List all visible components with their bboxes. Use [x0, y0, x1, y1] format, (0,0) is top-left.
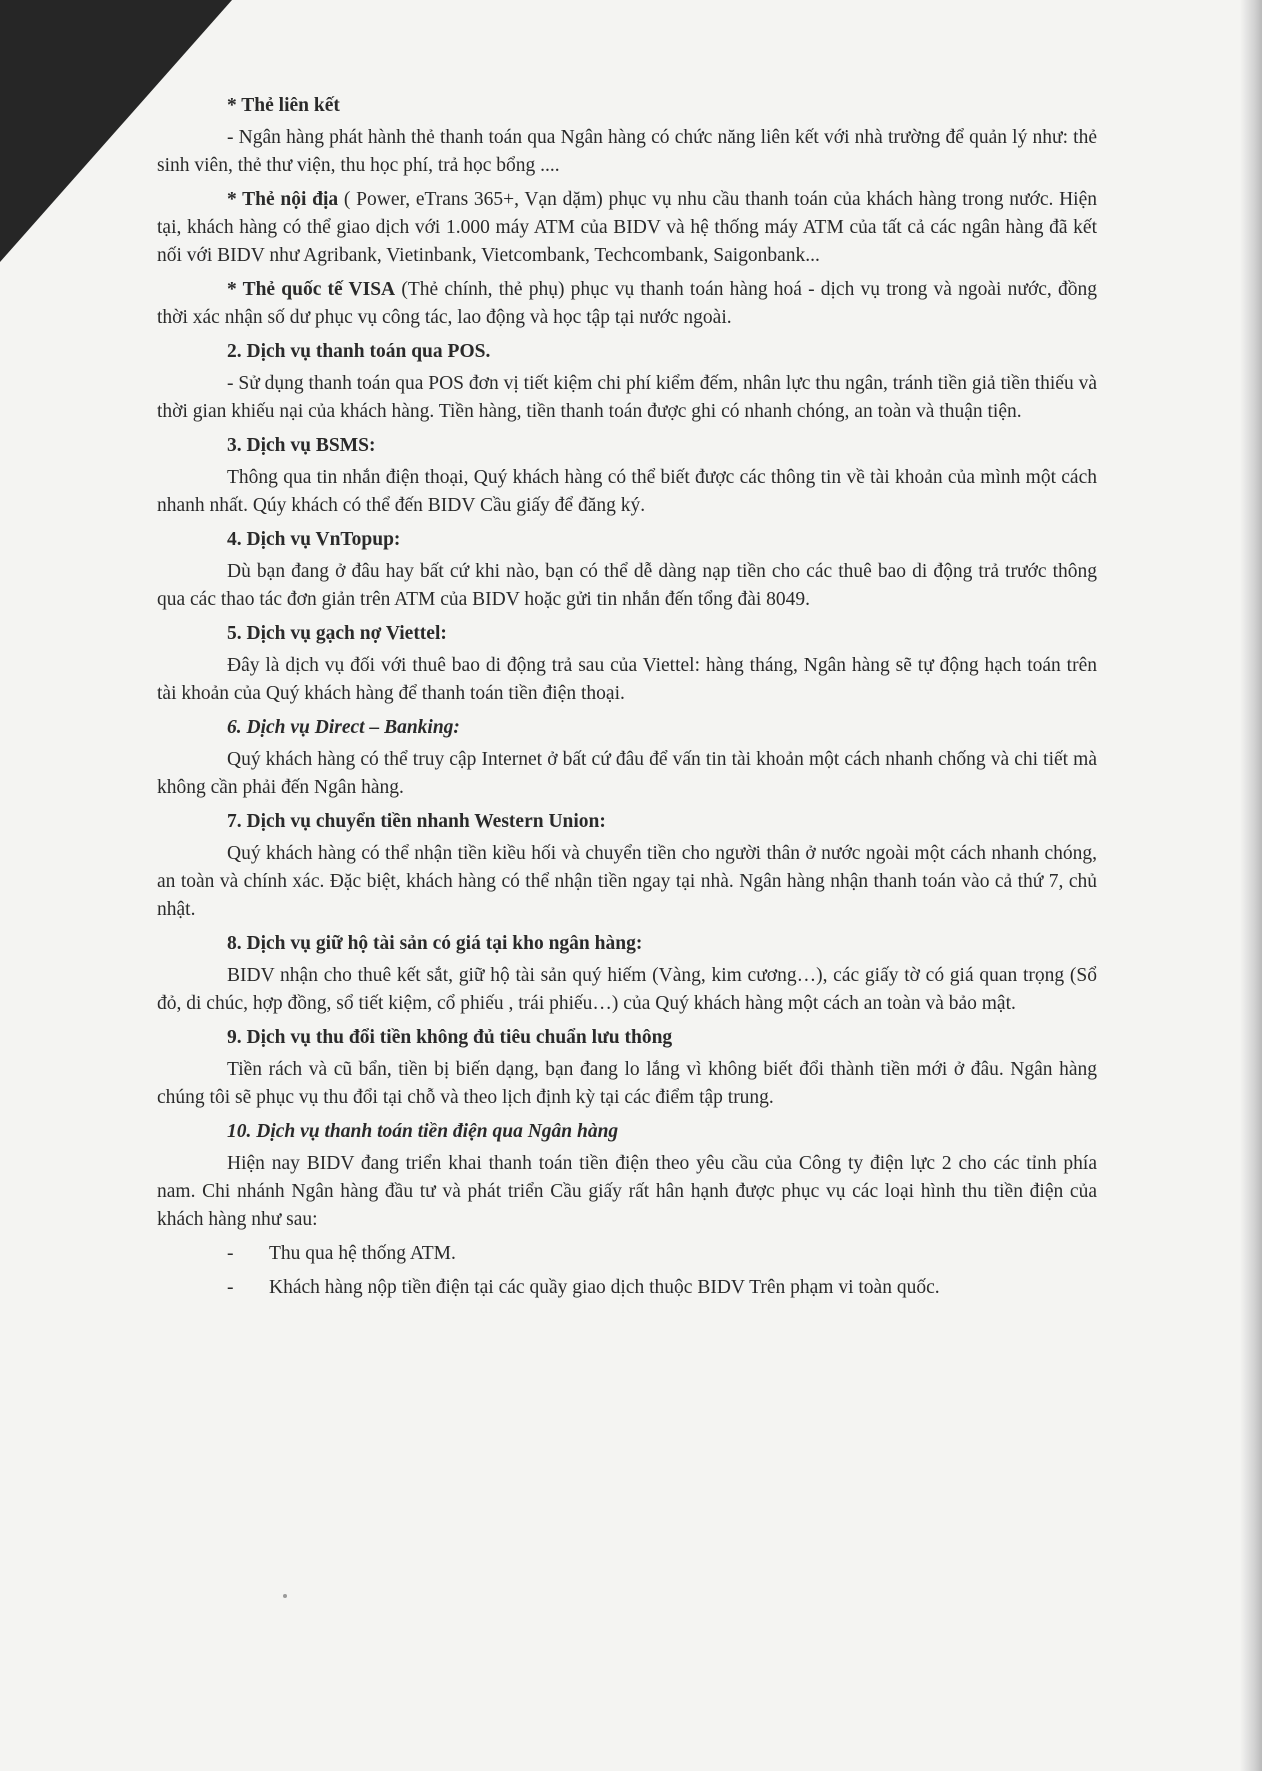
- section-paragraph: Thông qua tin nhắn điện thoại, Quý khách hàng có thể biết được các thông tin về tài khoản của mình một cách nhanh nhất. Qúy khách có thể đến BIDV Cầu giấy để đăng ký.: [157, 467, 1097, 516]
- section-heading: 5. Dịch vụ gạch nợ Viettel:: [227, 623, 447, 644]
- scan-speck: [283, 1594, 287, 1598]
- section-paragraph: Quý khách hàng có thể nhận tiền kiều hối và chuyển tiền cho người thân ở nước ngoài một cách nhanh chóng, an toàn và chính xác. Đặc biệt, khách hàng có thể nhận tiền ngay tại nhà. Ngân hàng nhận thanh toán vào cả thứ 7, chủ nhật.: [157, 843, 1097, 920]
- the-lien-ket-paragraph: - Ngân hàng phát hành thẻ thanh toán qua Ngân hàng có chức năng liên kết với nhà trường để quản lý như: thẻ sinh viên, thẻ thư viện, thu học phí, trả học bổng ....: [157, 127, 1097, 176]
- the-noi-dia-paragraph: [157, 186, 1097, 270]
- section-heading: 3. Dịch vụ BSMS:: [227, 435, 376, 456]
- list-item: [157, 1240, 1097, 1268]
- section-paragraph: Tiền rách và cũ bẩn, tiền bị biến dạng, bạn đang lo lắng vì không biết đổi thành tiền mới ở đâu. Ngân hàng chúng tôi sẽ phục vụ thu đổi tại chỗ và theo lịch định kỳ tại các điểm tập trung.: [157, 1059, 1097, 1108]
- the-quoc-te-text: (Thẻ chính, thẻ phụ) phục vụ thanh toán hàng hoá - dịch vụ trong và ngoài nước, đồng thời xác nhận số dư phục vụ công tác, lao động và học tập tại nước ngoài.: [157, 279, 1097, 328]
- section-paragraph: Dù bạn đang ở đâu hay bất cứ khi nào, bạn có thể dễ dàng nạp tiền cho các thuê bao di động trả trước thông qua các thao tác đơn giản trên ATM của BIDV hoặc gửi tin nhắn đến tổng đài 8049.: [157, 561, 1097, 610]
- the-quoc-te-paragraph: [157, 276, 1097, 332]
- the-quoc-te-label: * Thẻ quốc tế VISA: [227, 279, 396, 300]
- document-body: [157, 88, 1097, 1308]
- section-heading: 2. Dịch vụ thanh toán qua POS.: [227, 341, 491, 362]
- the-lien-ket-heading: * Thẻ liên kết: [227, 95, 340, 116]
- bullet-dash: -: [227, 1243, 234, 1264]
- list-item-text: Khách hàng nộp tiền điện tại các quầy giao dịch thuộc BIDV Trên phạm vi toàn quốc.: [269, 1277, 940, 1298]
- bullet-list: [157, 1240, 1097, 1302]
- section-heading: 9. Dịch vụ thu đổi tiền không đủ tiêu chuẩn lưu thông: [227, 1027, 673, 1048]
- section-heading: 10. Dịch vụ thanh toán tiền điện qua Ngân hàng: [227, 1121, 619, 1142]
- section-heading: 8. Dịch vụ giữ hộ tài sản có giá tại kho ngân hàng:: [227, 933, 643, 954]
- list-item-text: Thu qua hệ thống ATM.: [269, 1243, 456, 1264]
- bullet-dash: -: [227, 1277, 234, 1298]
- section-heading: 6. Dịch vụ Direct – Banking:: [227, 717, 460, 738]
- section-paragraph: Hiện nay BIDV đang triển khai thanh toán tiền điện theo yêu cầu của Công ty điện lực 2 cho các tỉnh phía nam. Chi nhánh Ngân hàng đầu tư và phát triển Cầu giấy rất hân hạnh được phục vụ các loại hình thu tiền điện của khách hàng như sau:: [157, 1153, 1097, 1230]
- section-heading: 4. Dịch vụ VnTopup:: [227, 529, 401, 550]
- scan-page-edge: [1240, 0, 1262, 1771]
- section-paragraph: Đây là dịch vụ đối với thuê bao di động trả sau của Viettel: hàng tháng, Ngân hàng sẽ tự động hạch toán trên tài khoản của Quý khách hàng để thanh toán tiền điện thoại.: [157, 655, 1097, 704]
- section-heading: 7. Dịch vụ chuyển tiền nhanh Western Union:: [227, 811, 606, 832]
- section-paragraph: BIDV nhận cho thuê kết sắt, giữ hộ tài sản quý hiếm (Vàng, kim cương…), các giấy tờ có giá quan trọng (Sổ đỏ, di chúc, hợp đồng, sổ tiết kiệm, cổ phiếu , trái phiếu…) của Quý khách hàng một cách an toàn và bảo mật.: [157, 965, 1097, 1014]
- the-noi-dia-text: ( Power, eTrans 365+, Vạn dặm) phục vụ nhu cầu thanh toán của khách hàng trong nước. Hiện tại, khách hàng có thể giao dịch với 1.000 máy ATM của BIDV và hệ thống máy ATM của tất cả các ngân hàng đã kết nối với BIDV như Agribank, Vietinbank, Vietcombank, Techcombank, Saigonbank...: [157, 189, 1098, 266]
- the-noi-dia-label: * Thẻ nội địa: [227, 189, 339, 210]
- section-paragraph: Quý khách hàng có thể truy cập Internet ở bất cứ đâu để vấn tin tài khoản một cách nhanh chống và chi tiết mà không cần phải đến Ngân hàng.: [157, 749, 1097, 798]
- list-item: [157, 1274, 1097, 1302]
- section-paragraph: - Sử dụng thanh toán qua POS đơn vị tiết kiệm chi phí kiểm đếm, nhân lực thu ngân, tránh tiền giả tiền thiếu và thời gian khiếu nại của khách hàng. Tiền hàng, tiền thanh toán được ghi có nhanh chóng, an toàn và thuận tiện.: [157, 373, 1097, 422]
